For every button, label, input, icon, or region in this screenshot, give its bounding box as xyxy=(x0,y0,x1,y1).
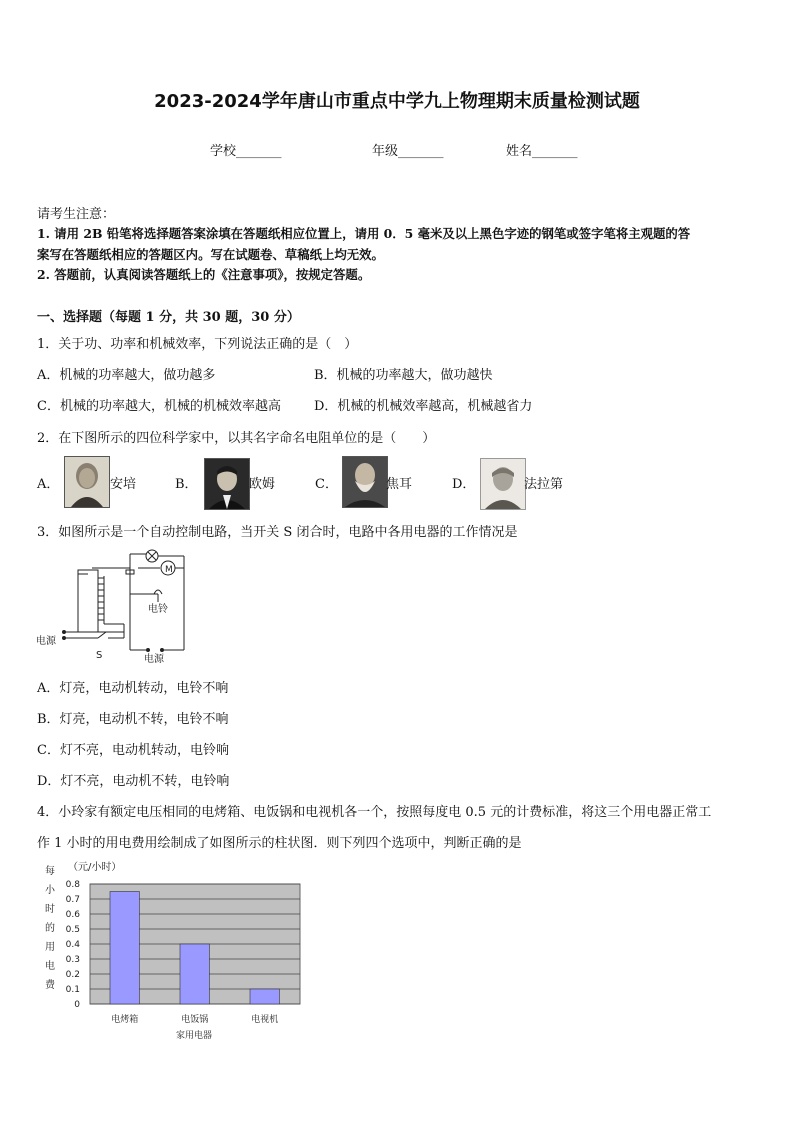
y-label-char: 用 xyxy=(45,942,55,953)
bar xyxy=(110,892,139,1005)
y-tick-label: 0.5 xyxy=(65,925,80,935)
q2-option-a-letter[interactable]: A． xyxy=(37,477,60,492)
q1-option-c[interactable]: C．机械的功率越大，机械的机械效率越高 xyxy=(37,399,281,414)
y-tick-label: 0.1 xyxy=(65,985,80,995)
q1-stem: 1．关于功、功率和机械效率，下列说法正确的是（ ） xyxy=(37,337,358,352)
school-field[interactable]: 学校_______ xyxy=(210,144,282,159)
y-label-char: 电 xyxy=(45,961,55,972)
q2-option-b-letter[interactable]: B． xyxy=(175,477,198,492)
y-tick-label: 0.7 xyxy=(65,895,80,905)
y-tick-label: 0.8 xyxy=(65,880,80,890)
y-label-char: 费 xyxy=(45,980,55,991)
scientist-portrait-a xyxy=(64,456,110,508)
bar xyxy=(250,989,279,1004)
y-label-char: 时 xyxy=(45,904,55,915)
q4-stem-line-1: 4．小玲家有额定电压相同的电烤箱、电饭锅和电视机各一个，按照每度电 0.5 元的计费标准，将这三个用电器正常工 xyxy=(37,805,712,820)
y-tick-label: 0.3 xyxy=(65,955,80,965)
scientist-portrait-d xyxy=(480,458,526,510)
q2-option-b-name: 欧姆 xyxy=(249,477,276,492)
relay-core xyxy=(78,570,98,632)
q3-option-c[interactable]: C．灯不亮，电动机转动，电铃响 xyxy=(37,743,229,758)
section-heading: 一、选择题（每题 1 分，共 30 题，30 分） xyxy=(37,310,300,325)
switch-label: S xyxy=(96,650,103,661)
name-field[interactable]: 姓名_______ xyxy=(506,144,578,159)
chart-unit-label: （元/小时） xyxy=(68,862,122,873)
notice-line-1a: 1. 请用 2B 铅笔将选择题答案涂填在答题纸相应位置上，请用 0．5 毫米及以上黑色字迹的钢笔或签字笔将主观题的答 xyxy=(37,226,691,241)
electricity-cost-bar-chart xyxy=(36,858,316,1044)
q2-option-c-letter[interactable]: C． xyxy=(315,477,338,492)
bar xyxy=(180,944,209,1004)
x-tick-label: 电饭锅 xyxy=(181,1015,209,1025)
circuit-diagram xyxy=(34,546,194,664)
bottom-source-label: 电源 xyxy=(144,654,164,664)
x-tick-label: 电视机 xyxy=(251,1015,279,1025)
q2-option-d-name: 法拉第 xyxy=(524,477,564,492)
y-label-char: 小 xyxy=(45,885,55,896)
motor-symbol: M xyxy=(165,565,173,575)
y-tick-label: 0.6 xyxy=(65,910,80,920)
bell-label: 电铃 xyxy=(148,604,168,615)
q3-stem: 3．如图所示是一个自动控制电路，当开关 S 闭合时，电路中各用电器的工作情况是 xyxy=(37,525,518,540)
notice-line-2: 2. 答题前，认真阅读答题纸上的《注意事项》，按规定答题。 xyxy=(37,267,371,282)
q4-stem-line-2: 作 1 小时的用电费用绘制成了如图所示的柱状图．则下列四个选项中，判断正确的是 xyxy=(37,836,522,851)
x-tick-label: 电烤箱 xyxy=(111,1015,139,1025)
q1-option-a[interactable]: A．机械的功率越大，做功越多 xyxy=(37,368,216,383)
exam-title: 2023-2024学年唐山市重点中学九上物理期末质量检测试题 xyxy=(154,91,640,112)
q3-option-b[interactable]: B．灯亮，电动机不转，电铃不响 xyxy=(37,712,229,727)
q2-option-c-name: 焦耳 xyxy=(386,477,413,492)
q3-option-d[interactable]: D．灯不亮，电动机不转，电铃响 xyxy=(37,774,230,789)
notice-heading: 请考生注意： xyxy=(37,207,116,222)
q2-option-d-letter[interactable]: D． xyxy=(452,477,476,492)
y-tick-label: 0.2 xyxy=(65,970,80,980)
notice-line-1b: 案写在答题纸相应的答题区内。写在试题卷、草稿纸上均无效。 xyxy=(37,247,384,262)
q3-option-a[interactable]: A．灯亮，电动机转动，电铃不响 xyxy=(37,681,229,696)
y-label-char: 每 xyxy=(45,866,55,877)
y-axis-label xyxy=(45,864,56,991)
y-tick-label: 0.4 xyxy=(65,940,80,950)
q1-option-d[interactable]: D．机械的机械效率越高，机械越省力 xyxy=(314,399,533,414)
q2-option-a-name: 安培 xyxy=(110,477,137,492)
x-axis-ticks xyxy=(111,1013,278,1025)
left-source-label: 电源 xyxy=(36,636,56,647)
scientist-portrait-b xyxy=(204,458,250,510)
q2-stem: 2．在下图所示的四位科学家中，以其名字命名电阻单位的是（ ） xyxy=(37,431,436,446)
scientist-portrait-c xyxy=(342,456,388,508)
y-label-char: 的 xyxy=(45,923,55,934)
grade-field[interactable]: 年级_______ xyxy=(372,144,444,159)
q1-option-b[interactable]: B．机械的功率越大，做功越快 xyxy=(314,368,493,383)
y-tick-label: 0 xyxy=(74,1000,80,1010)
x-axis-label: 家用电器 xyxy=(175,1031,213,1041)
y-axis-ticks xyxy=(66,880,81,1010)
